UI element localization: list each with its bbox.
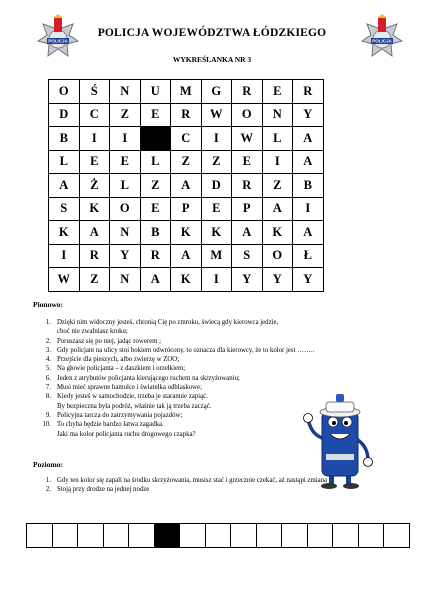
grid-cell-blocked[interactable] (140, 127, 171, 151)
grid-cell[interactable]: A (293, 221, 324, 245)
grid-cell[interactable]: Z (110, 103, 141, 127)
clue-text: choć nie zwalniasz kroku; (57, 328, 128, 336)
word-search-grid (48, 79, 324, 292)
grid-cell[interactable]: B (293, 174, 324, 198)
grid-row (49, 268, 324, 292)
clue-text: Jaki ma kolor policjanta ruchu drogowego czapka? (57, 430, 196, 438)
clue-item (35, 420, 314, 439)
clue-text: Gdy ten kolor się zapali na środku skrzyżowania, musisz stać i grzecznie czekać, aż nastąpi zmiana (57, 477, 328, 484)
clue-text: Musi mieć sprawne hamulce i światełka odblaskowe; (57, 384, 202, 392)
answer-cell[interactable] (27, 524, 53, 548)
grid-cell[interactable]: E (140, 103, 171, 127)
grid-cell[interactable]: E (110, 150, 141, 174)
grid-cell[interactable]: I (110, 127, 141, 151)
clue-item (35, 374, 314, 383)
clue-number: 1. (45, 477, 51, 484)
clue-text: By bezpieczna była podróż, właśnie tak ją trzeba zacząć. (57, 402, 212, 410)
grid-cell[interactable]: U (140, 80, 171, 104)
grid-cell[interactable]: R (232, 174, 263, 198)
answer-cell[interactable] (358, 524, 384, 548)
grid-cell[interactable]: E (140, 197, 171, 221)
grid-cell[interactable]: O (49, 80, 80, 104)
clue-number: 2. (45, 486, 51, 494)
grid-row (49, 127, 324, 151)
grid-cell[interactable]: Ż (79, 174, 110, 198)
clue-item (35, 355, 314, 364)
clue-item (35, 318, 314, 337)
grid-cell[interactable]: E (201, 197, 232, 221)
grid-cell[interactable]: R (140, 244, 171, 268)
grid-cell[interactable]: I (201, 127, 232, 151)
grid-cell[interactable]: W (49, 268, 80, 292)
grid-cell[interactable]: I (293, 197, 324, 221)
grid-cell[interactable]: B (49, 127, 80, 151)
police-mascot-icon (302, 390, 378, 490)
clue-text: Jeden z atrybutów policjanta kierującego ruchem na skrzyżowaniu; (57, 374, 240, 382)
answer-cell[interactable] (307, 524, 333, 548)
grid-cell[interactable]: M (201, 244, 232, 268)
grid-cell[interactable]: E (79, 150, 110, 174)
clue-number: 5. (45, 365, 51, 373)
grid-row (49, 80, 324, 104)
badge-text: POLICJA (48, 38, 68, 44)
clue-text: Kiedy jesteś w samochodzie, trzeba je starannie zapiąć. (57, 393, 208, 401)
grid-cell[interactable]: A (293, 150, 324, 174)
clue-number: 7. (45, 384, 51, 392)
grid-cell[interactable]: G (201, 80, 232, 104)
answer-cell[interactable] (256, 524, 282, 548)
grid-row (49, 244, 324, 268)
clue-text: Gdy policjant na ulicy stoi bokiem odwrócony, to oznacza dla kierowcy, że to kolor jest …….. (57, 346, 315, 354)
grid-cell[interactable]: I (262, 150, 293, 174)
grid-cell[interactable]: L (110, 174, 141, 198)
clue-text: Policyjna tarcza do zatrzymywania pojazdów; (57, 411, 183, 419)
grid-cell[interactable]: C (79, 103, 110, 127)
grid-cell[interactable]: A (232, 221, 263, 245)
poziomo-clue-list (35, 476, 327, 495)
grid-cell[interactable]: A (293, 127, 324, 151)
grid-cell[interactable]: R (171, 103, 202, 127)
grid-cell[interactable]: A (79, 221, 110, 245)
grid-cell[interactable]: L (262, 127, 293, 151)
grid-cell[interactable]: K (262, 221, 293, 245)
grid-cell[interactable]: O (110, 197, 141, 221)
grid-cell[interactable]: M (171, 80, 202, 104)
grid-cell[interactable]: Ł (293, 244, 324, 268)
grid-cell[interactable]: K (171, 268, 202, 292)
clue-text: To chyba będzie bardzo łatwa zagadka. (57, 421, 164, 429)
grid-cell[interactable]: N (110, 268, 141, 292)
grid-cell[interactable]: R (79, 244, 110, 268)
badge-text: POLICJA (372, 38, 392, 44)
answer-cell[interactable] (103, 524, 129, 548)
answer-cell[interactable] (78, 524, 104, 548)
pionowo-heading: Pionowo: (33, 300, 63, 309)
clue-number: 2. (45, 337, 51, 345)
clue-number: 6. (45, 374, 51, 382)
grid-row (49, 103, 324, 127)
grid-cell[interactable]: N (110, 80, 141, 104)
clue-text: Poruszasz się po niej, jadąc rowerem ; (57, 337, 161, 345)
grid-cell[interactable]: Z (262, 174, 293, 198)
grid-cell[interactable]: Ś (79, 80, 110, 104)
grid-row (49, 197, 324, 221)
poziomo-heading: Poziomo: (33, 460, 63, 469)
grid-cell[interactable]: Z (79, 268, 110, 292)
grid-cell[interactable]: A (171, 174, 202, 198)
clue-text: Dzięki nim widoczny jesteś, chronią Cię po zmroku, świecą gdy kierowca jedzie, (57, 319, 279, 326)
answer-cell[interactable] (129, 524, 155, 548)
grid-cell[interactable]: I (201, 268, 232, 292)
answer-cell[interactable] (333, 524, 359, 548)
grid-cell[interactable]: K (79, 197, 110, 221)
grid-cell[interactable]: D (201, 174, 232, 198)
clue-item (35, 337, 314, 346)
grid-cell[interactable]: O (262, 244, 293, 268)
clue-item (35, 392, 314, 411)
clue-item (35, 364, 314, 373)
clue-item (35, 411, 314, 420)
grid-cell[interactable]: W (201, 103, 232, 127)
answer-grid (26, 523, 410, 548)
answer-cell-blocked[interactable] (154, 524, 180, 548)
answer-cell[interactable] (52, 524, 78, 548)
answer-cell[interactable] (205, 524, 231, 548)
clue-item (35, 485, 327, 494)
grid-cell[interactable]: Z (171, 150, 202, 174)
clue-number: 8. (45, 393, 51, 401)
clue-number: 9. (45, 411, 51, 419)
grid-cell[interactable]: O (232, 103, 263, 127)
answer-cell[interactable] (180, 524, 206, 548)
grid-cell[interactable]: A (49, 174, 80, 198)
clue-number: 1. (45, 319, 51, 326)
grid-cell[interactable]: W (232, 127, 263, 151)
grid-cell[interactable]: P (171, 197, 202, 221)
grid-cell[interactable]: E (262, 80, 293, 104)
page-title: POLICJA WOJEWÓDZTWA ŁÓDZKIEGO (97, 27, 327, 39)
grid-cell[interactable]: R (232, 80, 263, 104)
clue-item (35, 346, 314, 355)
pionowo-clue-list (35, 318, 314, 439)
grid-row (49, 174, 324, 198)
clue-number: 10. (42, 421, 51, 429)
answer-cell[interactable] (384, 524, 410, 548)
grid-cell[interactable]: Z (140, 174, 171, 198)
grid-cell[interactable]: I (79, 127, 110, 151)
grid-cell[interactable]: Y (293, 268, 324, 292)
grid-cell[interactable]: R (293, 80, 324, 104)
grid-cell[interactable]: Y (293, 103, 324, 127)
grid-cell[interactable]: N (262, 103, 293, 127)
grid-cell[interactable]: A (140, 268, 171, 292)
grid-row (49, 221, 324, 245)
grid-cell[interactable]: I (49, 244, 80, 268)
clue-text: Na głowie policjanta – z daszkiem i orzełkiem; (57, 365, 186, 373)
grid-cell[interactable]: S (232, 244, 263, 268)
grid-cell[interactable]: K (201, 221, 232, 245)
grid-cell[interactable]: E (232, 150, 263, 174)
grid-cell[interactable]: Y (110, 244, 141, 268)
grid-row (49, 150, 324, 174)
clue-text: Przejście dla pieszych, albo zwierzę w ZOO; (57, 356, 180, 364)
clue-number: 3. (45, 346, 51, 354)
clue-item (35, 383, 314, 392)
grid-cell[interactable]: K (171, 221, 202, 245)
grid-cell[interactable]: Y (232, 268, 263, 292)
answer-row (27, 524, 410, 548)
grid-cell[interactable]: S (49, 197, 80, 221)
clue-item (35, 476, 327, 485)
clue-text: Stoją przy drodze na jednej nodze (57, 486, 150, 494)
answer-cell[interactable] (231, 524, 257, 548)
grid-cell[interactable]: A (171, 244, 202, 268)
grid-cell[interactable]: A (262, 197, 293, 221)
answer-cell[interactable] (282, 524, 308, 548)
grid-cell[interactable]: N (110, 221, 141, 245)
grid-cell[interactable]: L (140, 150, 171, 174)
clue-number: 4. (45, 356, 51, 364)
grid-cell[interactable]: P (232, 197, 263, 221)
grid-cell[interactable]: B (140, 221, 171, 245)
grid-cell[interactable]: L (49, 150, 80, 174)
puzzle-subtitle: WYKREŚLANKA NR 3 (172, 55, 252, 64)
grid-cell[interactable]: D (49, 103, 80, 127)
grid-cell[interactable]: Y (262, 268, 293, 292)
grid-cell[interactable]: C (171, 127, 202, 151)
grid-cell[interactable]: Z (201, 150, 232, 174)
grid-cell[interactable]: K (49, 221, 80, 245)
